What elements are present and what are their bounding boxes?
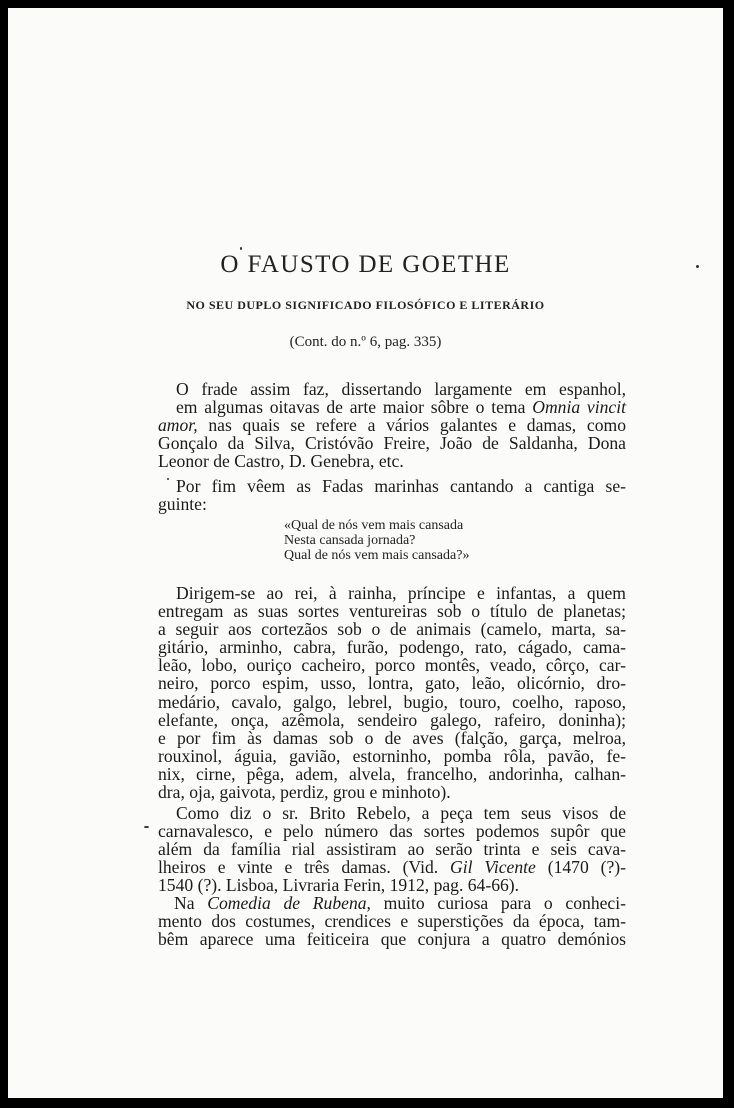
text-line: Leonor de Castro, D. Genebra, etc. <box>158 451 404 472</box>
text-line: lheiros e vinte e três damas. (Vid. Gil Vicente (1470 (?)- <box>158 857 626 878</box>
text-line: amor, nas quais se refere a vários galantes e damas, como <box>158 415 626 436</box>
text-line: neiro, porco espim, usso, lontra, gato, leão, olicórnio, dro- <box>158 673 626 694</box>
text-line: em algumas oitavas de arte maior sôbre o tema Omnia vincit <box>176 397 627 418</box>
text-line: e por fim às damas sob o de aves (falção, garça, melroa, <box>158 727 626 748</box>
document-page <box>8 8 723 1098</box>
article-subtitle: NO SEU DUPLO SIGNIFICADO FILOSÓFICO E LITERÁRIO <box>186 298 545 312</box>
text-line: Na Comedia de Rubena, muito curiosa para o conheci- <box>174 893 626 913</box>
poem-quote <box>284 518 469 563</box>
poem-line: Nesta cansada jornada? <box>284 533 416 548</box>
text-line: bêm aparece uma feiticeira que conjura a quatro demónios <box>158 929 626 950</box>
poem-line: Qual de nós vem mais cansada?» <box>284 548 470 563</box>
text-line: 1540 (?). Lisboa, Livraria Ferin, 1912, pag. 64-66). <box>158 875 520 896</box>
text-line: Dirigem-se ao rei, à rainha, príncipe e infantas, a quem <box>176 583 626 603</box>
text-line: rouxinol, águia, gavião, estorninho, pomba rôla, pavão, fe- <box>158 745 626 766</box>
text-line: Gonçalo da Silva, Cristóvão Freire, João de Saldanha, Dona <box>158 433 626 454</box>
text-line: dra, oja, gaivota, perdiz, grou e minhoto). <box>158 782 451 803</box>
text-line: Como diz o sr. Brito Rebelo, a peça tem seus visos de <box>176 803 626 823</box>
text-line: além da família rial assistiram ao serão trinta e seis cava- <box>158 839 626 860</box>
text-line: nix, cirne, pêga, adem, alvela, francelho, andorinha, calhan- <box>158 763 626 784</box>
text-line: a seguir aos cortezãos sob o de animais (camelo, marta, sa- <box>158 619 626 640</box>
poem-line: «Qual de nós vem mais cansada <box>284 518 464 533</box>
latin-motto-end: amor, <box>158 415 198 436</box>
text-line: Por fim vêem as Fadas marinhas cantando a cantiga se- <box>176 476 626 496</box>
text-line: entregam as suas sortes ventureiras sob o título de planetas; <box>158 601 626 622</box>
book-title: Gil Vicente <box>450 857 536 878</box>
text-line: carnavalesco, e pelo número das sortes podemos supôr que <box>158 821 626 842</box>
text-line: medário, cavalo, galgo, lebrel, bugio, touro, coelho, raposo, <box>158 691 626 712</box>
text-line: mento dos costumes, crendices e superstições da época, tam- <box>158 911 626 932</box>
paragraph-1 <box>158 380 626 470</box>
scan-speck <box>240 247 242 250</box>
paragraph-2 <box>158 477 626 513</box>
continuation-note: (Cont. do n.º 6, pag. 335) <box>289 334 442 350</box>
play-title: Comedia de Rubena, <box>207 893 371 913</box>
scan-speck <box>144 826 149 828</box>
text-line: elefante, onça, azêmola, sendeiro galego, rafeiro, doninha); <box>158 709 626 730</box>
text-line: leão, lobo, ouriço cacheiro, porco montês, veado, côrço, car- <box>158 655 626 676</box>
text-line: gitário, arminho, cabra, furão, podengo, rato, cágado, cama- <box>158 637 626 658</box>
text-line: guinte: <box>158 494 207 515</box>
paragraph-4 <box>158 804 626 894</box>
scan-speck <box>696 265 699 268</box>
article-title: O FAUSTO DE GOETHE <box>220 251 511 278</box>
scan-speck <box>167 478 169 480</box>
paragraph-5 <box>158 894 626 948</box>
paragraph-3 <box>158 584 626 801</box>
text-line: O frade assim faz, dissertando largamente em espanhol, <box>176 379 626 399</box>
latin-motto: Omnia vincit <box>532 397 627 418</box>
